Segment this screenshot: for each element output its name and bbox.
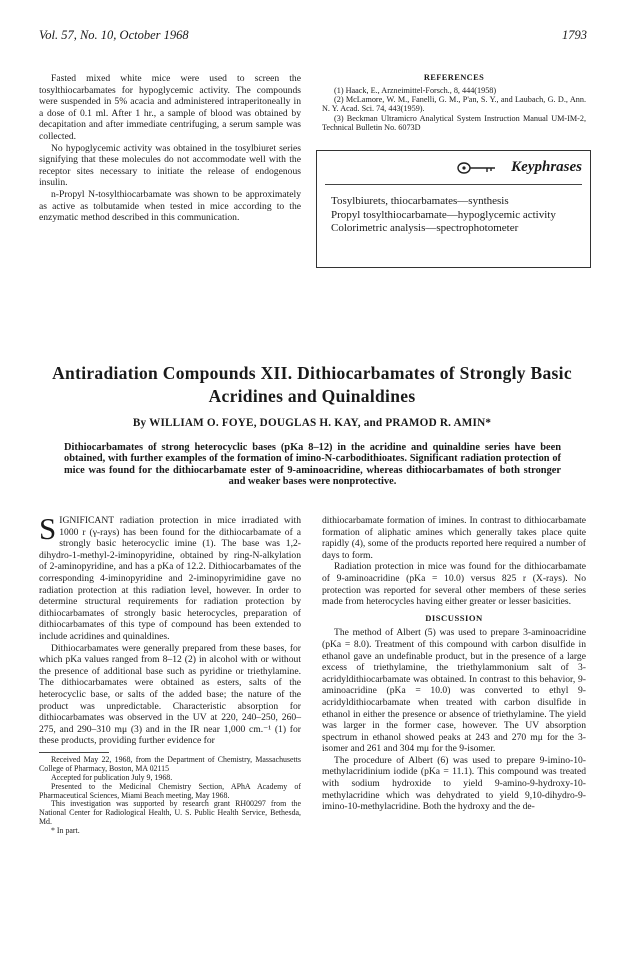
footnote: This investigation was supported by research grant RH00297 from the National Center for Radiological Health, U. S. Public Health Service, Bethesda, Md. (39, 799, 301, 827)
reference-item: (1) Haack, E., Arzneimittel-Forsch., 8, 444(1958) (334, 85, 497, 95)
article-authors: By WILLIAM O. FOYE, DOUGLAS H. KAY, and PRAMOD R. AMIN* (132, 417, 492, 429)
paragraph: dithiocarbamate formation of imines. In contrast to dithiocarbamate formation of aliphatic amines which generally takes place quite rapidly (4), some of the products reported here required a number of days to form. (322, 515, 586, 561)
keyphrase-item: Propyl tosylthiocarbamate—hypoglycemic activity (331, 208, 556, 221)
introduction-paragraph (39, 511, 301, 643)
reference-item: (2) McLamore, W. M., Fanelli, G. M., P'an, S. Y., and Laubach, G. D., Ann. N. Y. Acad. Sci. 74, 443(1959). (322, 95, 586, 114)
paragraph: The procedure of Albert (6) was used to prepare 9-imino-10-methylacridinium iodide (pKa = 11.1). This compound was treated with sodium hydroxide to yield 9-amino-9-hydroxy-10-methylacridine which was dehydrated to yield 9,10-dihydro-9-imino-10-methylacridine. Both the hydroxy and the de- (322, 754, 586, 813)
first-word: IGNIFICANT (59, 515, 115, 526)
keyphrases-box (316, 150, 591, 268)
previous-article-conclusion (39, 73, 301, 224)
references-heading: REFERENCES (423, 73, 485, 82)
keyphrases-heading: Keyphrases (511, 159, 582, 175)
drop-cap: S (39, 511, 57, 546)
article-title-line2: Acridines and Quinaldines (208, 386, 416, 406)
paragraph-text: radiation protection in mice irradiated with 1000 r (γ-rays) has been found for the dithiocarbamate of a strongly basic heterocyclic imine (1). The base was 1,2-dihydro-1-methyl-2-iminopyridine, obtained by ring-N-alkylation of 2-aminopyridine, and has a pKa of 12.2. Dithiocarbamates of the corresponding 4-iminopyridine and 2-iminopyrimidine gave no radiation protection at this radiation level, however. In order to determine structural requirements for radiation protection by dithiocarbamates of strongly basic heterocycles, preparation of dithiocarbamates of this type of compound has been extended to include acridines and quinaldines. (39, 515, 301, 642)
article-abstract: Dithiocarbamates of strong heterocyclic bases (pKa 8–12) in the acridine and quinaldine series have been obtained, with further examples of the formation of imino-N-carbodithioates. Significant radiation protection of mice was found for the dithiocarbamate ester of 9-aminoacridine, whereas dithiocarbamates of both stronger and weaker bases were nonprotective. (64, 442, 561, 488)
footnote: Presented to the Medicinal Chemistry Section, APhA Academy of Pharmaceutical Sciences, Miami Beach meeting, May 1968. (39, 781, 301, 800)
paragraph: n-Propyl N-tosylthiocarbamate was shown to be approximately as active as tolbutamide when tested in mice according to the enzymatic method described in this communication. (39, 188, 301, 224)
footnote: Received May 22, 1968, from the Department of Chemistry, Massachusetts College of Pharmacy, Boston, MA 02115 (39, 754, 301, 773)
paragraph: Radiation protection in mice was found for the dithiocarbamate of 9-aminoacridine (pKa = 10.0) versus 825 r (X-rays). No protection was reported for several other members of these series made from heterocycles having either greater or lesser basicities. (322, 561, 586, 608)
article-header (20, 362, 604, 429)
footnote: Accepted for publication July 9, 1968. (51, 772, 173, 782)
divider (325, 184, 582, 185)
references-section (322, 72, 586, 133)
body-column-left (39, 511, 301, 836)
paragraph: No hypoglycemic activity was obtained in the tosylbiuret series signifying that these molecules do not accommodate well with the receptor sites necessary to initiate the release of endogenous insulin. (39, 142, 301, 189)
keyphrases-list (331, 195, 581, 236)
footnote-divider (39, 752, 109, 753)
reference-item: (3) Beckman Ultramicro Analytical System Instruction Manual UM-IM-2, Technical Bulletin No. 6073D (322, 113, 586, 133)
article-title-line1: Antiradiation Compounds XII. Dithiocarbamates of Strongly Basic (52, 363, 572, 383)
footnote: * In part. (51, 826, 80, 836)
keyphrase-item: Tosylbiurets, thiocarbamates—synthesis (331, 195, 509, 207)
paragraph: The method of Albert (5) was used to prepare 3-aminoacridine (pKa = 8.0). Treatment of this compound with carbon disulfide in ethanol gave an undefinable product, but in the presence of a large excess of triethylamine, the triethylammonium salt of 3-acridyldithiocarbamate was obtained. In contrast to this behavior, 9-aminoacridine (pKa = 10.0) was converted to ethyl 9-acridyldithiocarbamate when treated with carbon disulfide in ethanol in either the presence or absence of triethylamine. The yield was larger in the former case, however. The UV absorption spectrum in ethanol showed peaks at 243 and 270 mμ for the 3-isomer and 261 and 304 mμ for the 9-isomer. (322, 627, 586, 755)
keyphrase-item: Colorimetric analysis—spectrophotometer (331, 222, 519, 235)
paragraph: Dithiocarbamates were generally prepared from these bases, for which pKa values ranged from 8–12 (2) in alcohol with or without the presence of additional base such as pyridine or triethylamine. The dithiocarbamates were obtained as esters, salts of the heterocyclic base, or salts of the added base; the nature of the product was unpredictable. Characteristic absorption for dithiocarbamates was observed in the UV at 220, 240–250, 260–275, and 290–310 mμ (3) and in the IR near 1,000 cm.⁻¹ (1) for these products, providing further evidence for (39, 642, 301, 747)
discussion-heading: DISCUSSION (425, 612, 483, 623)
key-icon (457, 161, 497, 175)
paragraph: Fasted mixed white mice were used to screen the tosylthiocarbamates for hypoglycemic activity. The compounds were suspended in 5% acacia and administered intraperitoneally in a dose of 0.1 ml. After 1 hr., a sample of blood was obtained by decapitation and after immediate centrifuging, a serum sample was collected. (39, 73, 301, 142)
journal-header: Vol. 57, No. 10, October 1968 (39, 28, 189, 42)
page-number: 1793 (562, 28, 587, 42)
body-column-right (322, 515, 586, 813)
